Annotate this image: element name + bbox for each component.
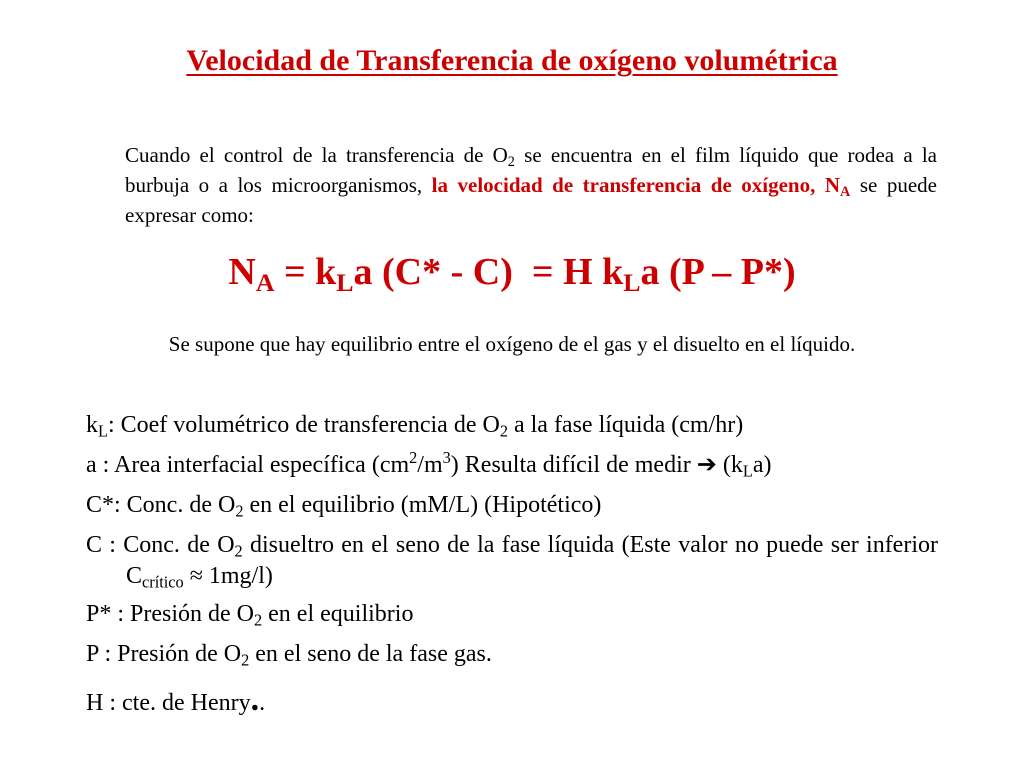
intro-paragraph: Cuando el control de la transferencia de $O_2$ se encuentra en el film líquido que rodea a la burbuja o a los microorganismos, la velocidad de transferencia de oxígeno, $N_A$ se puede expresar como: xyxy=(125,143,937,227)
highlight-text: la velocidad de transferencia de oxígeno, $N_A$ xyxy=(431,173,851,200)
definition-a: a : Area interfacial específica $(cm^2/m^3)$ Resulta difícil de medir ➔ $(k_La)$ xyxy=(86,448,772,481)
definition-kl: $k_L$: Coef volumétrico de transferencia de $O_2$ a la fase líquida (cm/hr) xyxy=(86,412,744,441)
slide-title: Velocidad de Transferencia de oxígeno volumétrica xyxy=(186,44,838,77)
definition-pstar: P* : Presión de $O_2$ en el equilibrio xyxy=(86,601,414,630)
definitions-list xyxy=(86,410,938,728)
main-equation: $N_A = k_La$ (C* - C) = H $k_La$ (P – P*) xyxy=(228,251,796,298)
definition-cstar: C*: Conc. de $O_2$ en el equilibrio (mM/L) (Hipotético) xyxy=(86,492,602,521)
definition-c: C : Conc. de $O_2$ disueltro en el seno de la fase líquida (Este valor no puede ser inferior $C_{crítico} \approx 1mg/l$) xyxy=(86,532,938,592)
definition-h: H : cte. de Henry.. xyxy=(86,681,266,718)
definition-p: P : Presión de $O_2$ en el seno de la fase gas. xyxy=(86,641,492,670)
approx-symbol: ≈ xyxy=(183,563,209,589)
arrow-icon: ➔ xyxy=(696,452,717,478)
assumption-text: Se supone que hay equilibrio entre el oxígeno de el gas y el disuelto en el líquido. xyxy=(168,332,856,356)
